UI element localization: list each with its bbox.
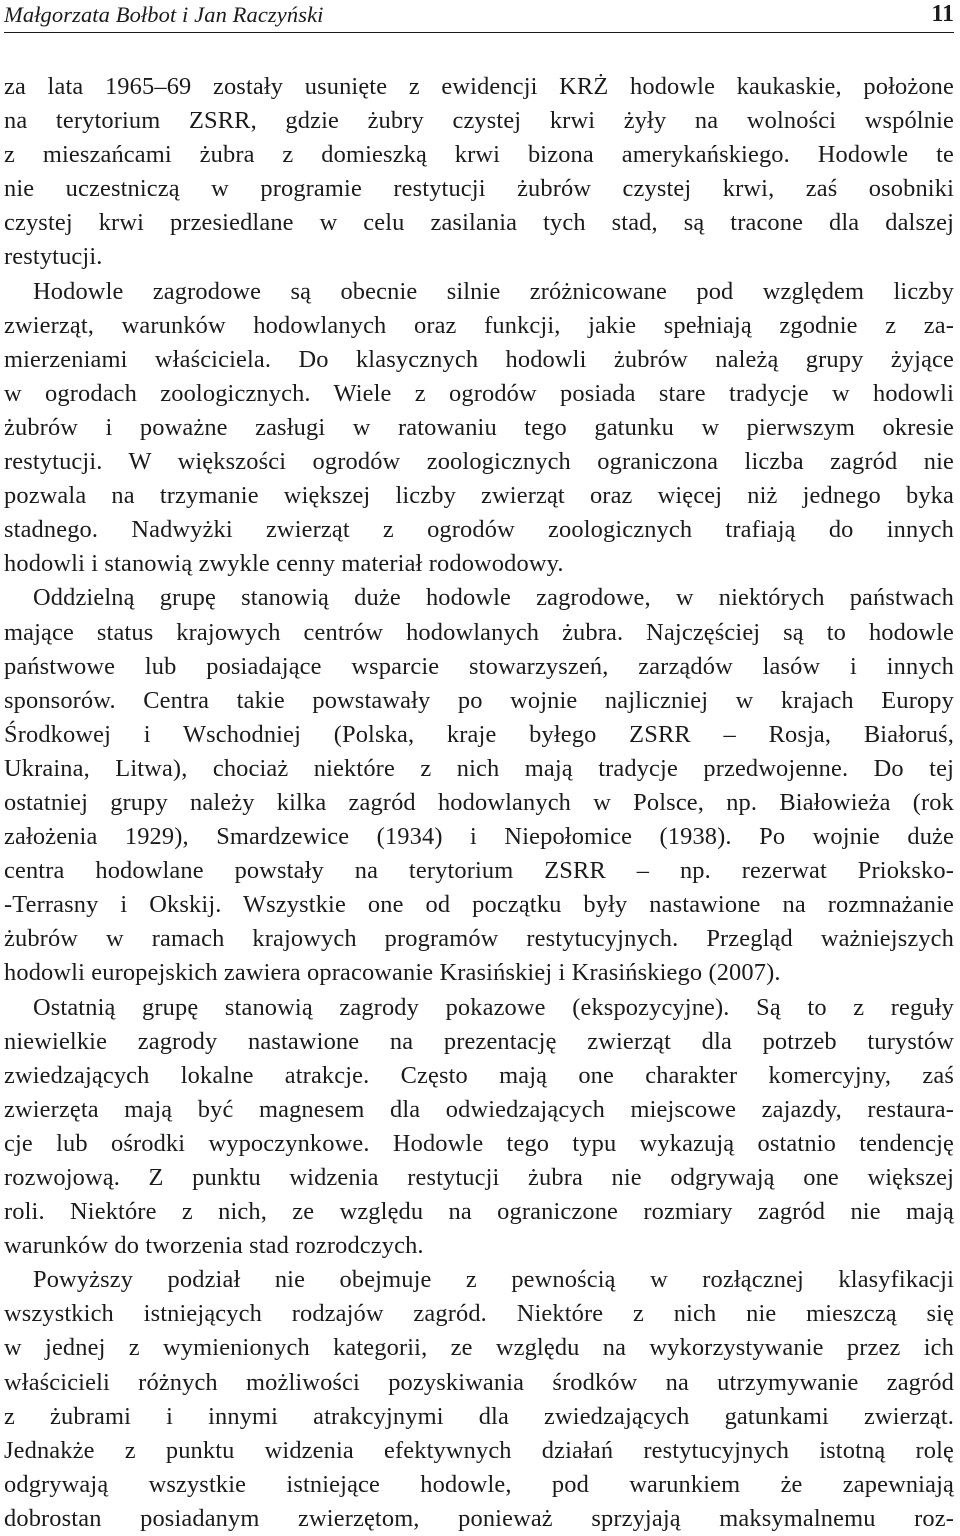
text-line: założenia 1929), Smardzewice (1934) i Niepołomice (1938). Po wojnie duże: [4, 823, 954, 851]
text-line: zwierzęta mają być magnesem dla odwiedzających miejscowe zajazdy, restaura-: [4, 1095, 954, 1123]
text-line: pozwala na trzymanie większej liczby zwierząt oraz więcej niż jednego byka: [4, 482, 954, 510]
running-header-authors: Małgorzata Bołbot i Jan Raczyński: [4, 2, 324, 27]
text-line: centra hodowlane powstały na terytorium ZSRR – np. rezerwat Prioksko-: [4, 857, 954, 885]
text-line: w ogrodach zoologicznych. Wiele z ogrodów posiada stare tradycje w hodowli: [4, 379, 954, 407]
text-line: dobrostan posiadanym zwierzętom, ponieważ sprzyjają maksymalnemu roz-: [4, 1504, 954, 1532]
text-line: Środkowej i Wschodniej (Polska, kraje byłego ZSRR – Rosja, Białoruś,: [4, 720, 954, 748]
text-line: cje lub ośrodki wypoczynkowe. Hodowle tego typu wykazują ostatnio tendencję: [4, 1129, 954, 1157]
text-line: właścicieli różnych możliwości pozyskiwania środków na utrzymywanie zagród: [4, 1368, 954, 1396]
text-line: restytucji. W większości ogrodów zoologicznych ograniczona liczba zagród nie: [4, 448, 954, 476]
text-line: państwowe lub posiadające wsparcie stowarzyszeń, zarządów lasów i innych: [4, 652, 954, 680]
text-line: z żubrami i innymi atrakcyjnymi dla zwiedzających gatunkami zwierząt.: [4, 1402, 954, 1430]
text-line: nie uczestniczą w programie restytucji żubrów czystej krwi, zaś osobniki: [4, 175, 954, 203]
text-line: mierzeniami właściciela. Do klasycznych hodowli żubrów należą grupy żyjące: [4, 345, 954, 373]
text-line: hodowli europejskich zawiera opracowanie Krasińskiej i Krasińskiego (2007).: [4, 959, 781, 987]
text-line: restytucji.: [4, 243, 103, 271]
text-line: Jednakże z punktu widzenia efektywnych działań restytucyjnych istotną rolę: [4, 1436, 954, 1464]
text-line: Powyższy podział nie obejmuje z pewnością w rozłącznej klasyfikacji: [33, 1266, 954, 1294]
text-line: stadnego. Nadwyżki zwierząt z ogrodów zoologicznych trafiają do innych: [4, 516, 954, 544]
text-line: żubrów i poważne zasługi w ratowaniu tego gatunku w pierwszym okresie: [4, 413, 954, 441]
text-line: warunków do tworzenia stad rozrodczych.: [4, 1232, 424, 1260]
text-line: z mieszańcami żubra z domieszką krwi bizona amerykańskiego. Hodowle te: [4, 141, 954, 169]
text-line: Hodowle zagrodowe są obecnie silnie zróżnicowane pod względem liczby: [33, 277, 954, 305]
body-text: [4, 70, 954, 1536]
text-line: zwiedzających lokalne atrakcje. Często mają one charakter komercyjny, zaś: [4, 1061, 954, 1089]
text-line: odgrywają wszystkie istniejące hodowle, pod warunkiem że zapewniają: [4, 1470, 954, 1498]
text-line: w jednej z wymienionych kategorii, ze względu na wykorzystywanie przez ich: [4, 1334, 954, 1362]
text-line: Oddzielną grupę stanowią duże hodowle zagrodowe, w niektórych państwach: [33, 584, 954, 612]
text-line: czystej krwi przesiedlane w celu zasilania tych stad, są tracone dla dalszej: [4, 209, 954, 237]
text-line: -Terrasny i Okskij. Wszystkie one od początku były nastawione na rozmnażanie: [4, 891, 954, 919]
page-number: 11: [931, 1, 954, 27]
text-line: za lata 1965–69 zostały usunięte z ewidencji KRŻ hodowle kaukaskie, położone: [4, 73, 954, 100]
text-line: mające status krajowych centrów hodowlanych żubra. Najczęściej są to hodowle: [4, 618, 954, 646]
text-line: zwierząt, warunków hodowlanych oraz funkcji, jakie spełniają zgodnie z za-: [4, 311, 954, 339]
running-header: [4, 0, 954, 33]
text-line: Ostatnią grupę stanowią zagrody pokazowe (ekspozycyjne). Są to z reguły: [33, 993, 954, 1021]
text-line: hodowli i stanowią zwykle cenny materiał rodowodowy.: [4, 550, 564, 578]
text-line: Ukraina, Litwa), chociaż niektóre z nich mają tradycje przedwojenne. Do tej: [4, 754, 954, 782]
text-line: roli. Niektóre z nich, ze względu na ograniczone rozmiary zagród nie mają: [4, 1198, 954, 1226]
text-line: wszystkich istniejących rodzajów zagród. Niektóre z nich nie mieszczą się: [4, 1300, 954, 1328]
text-line: na terytorium ZSRR, gdzie żubry czystej krwi żyły na wolności wspólnie: [4, 107, 954, 135]
text-line: sponsorów. Centra takie powstawały po wojnie najliczniej w krajach Europy: [4, 686, 954, 714]
text-line: rozwojową. Z punktu widzenia restytucji żubra nie odgrywają one większej: [4, 1164, 954, 1191]
text-line: żubrów w ramach krajowych programów restytucyjnych. Przegląd ważniejszych: [4, 925, 954, 953]
document-page: [4, 0, 954, 1532]
text-line: ostatniej grupy należy kilka zagród hodowlanych w Polsce, np. Białowieża (rok: [4, 788, 954, 816]
text-line: niewielkie zagrody nastawione na prezentację zwierząt dla potrzeb turystów: [4, 1027, 954, 1055]
